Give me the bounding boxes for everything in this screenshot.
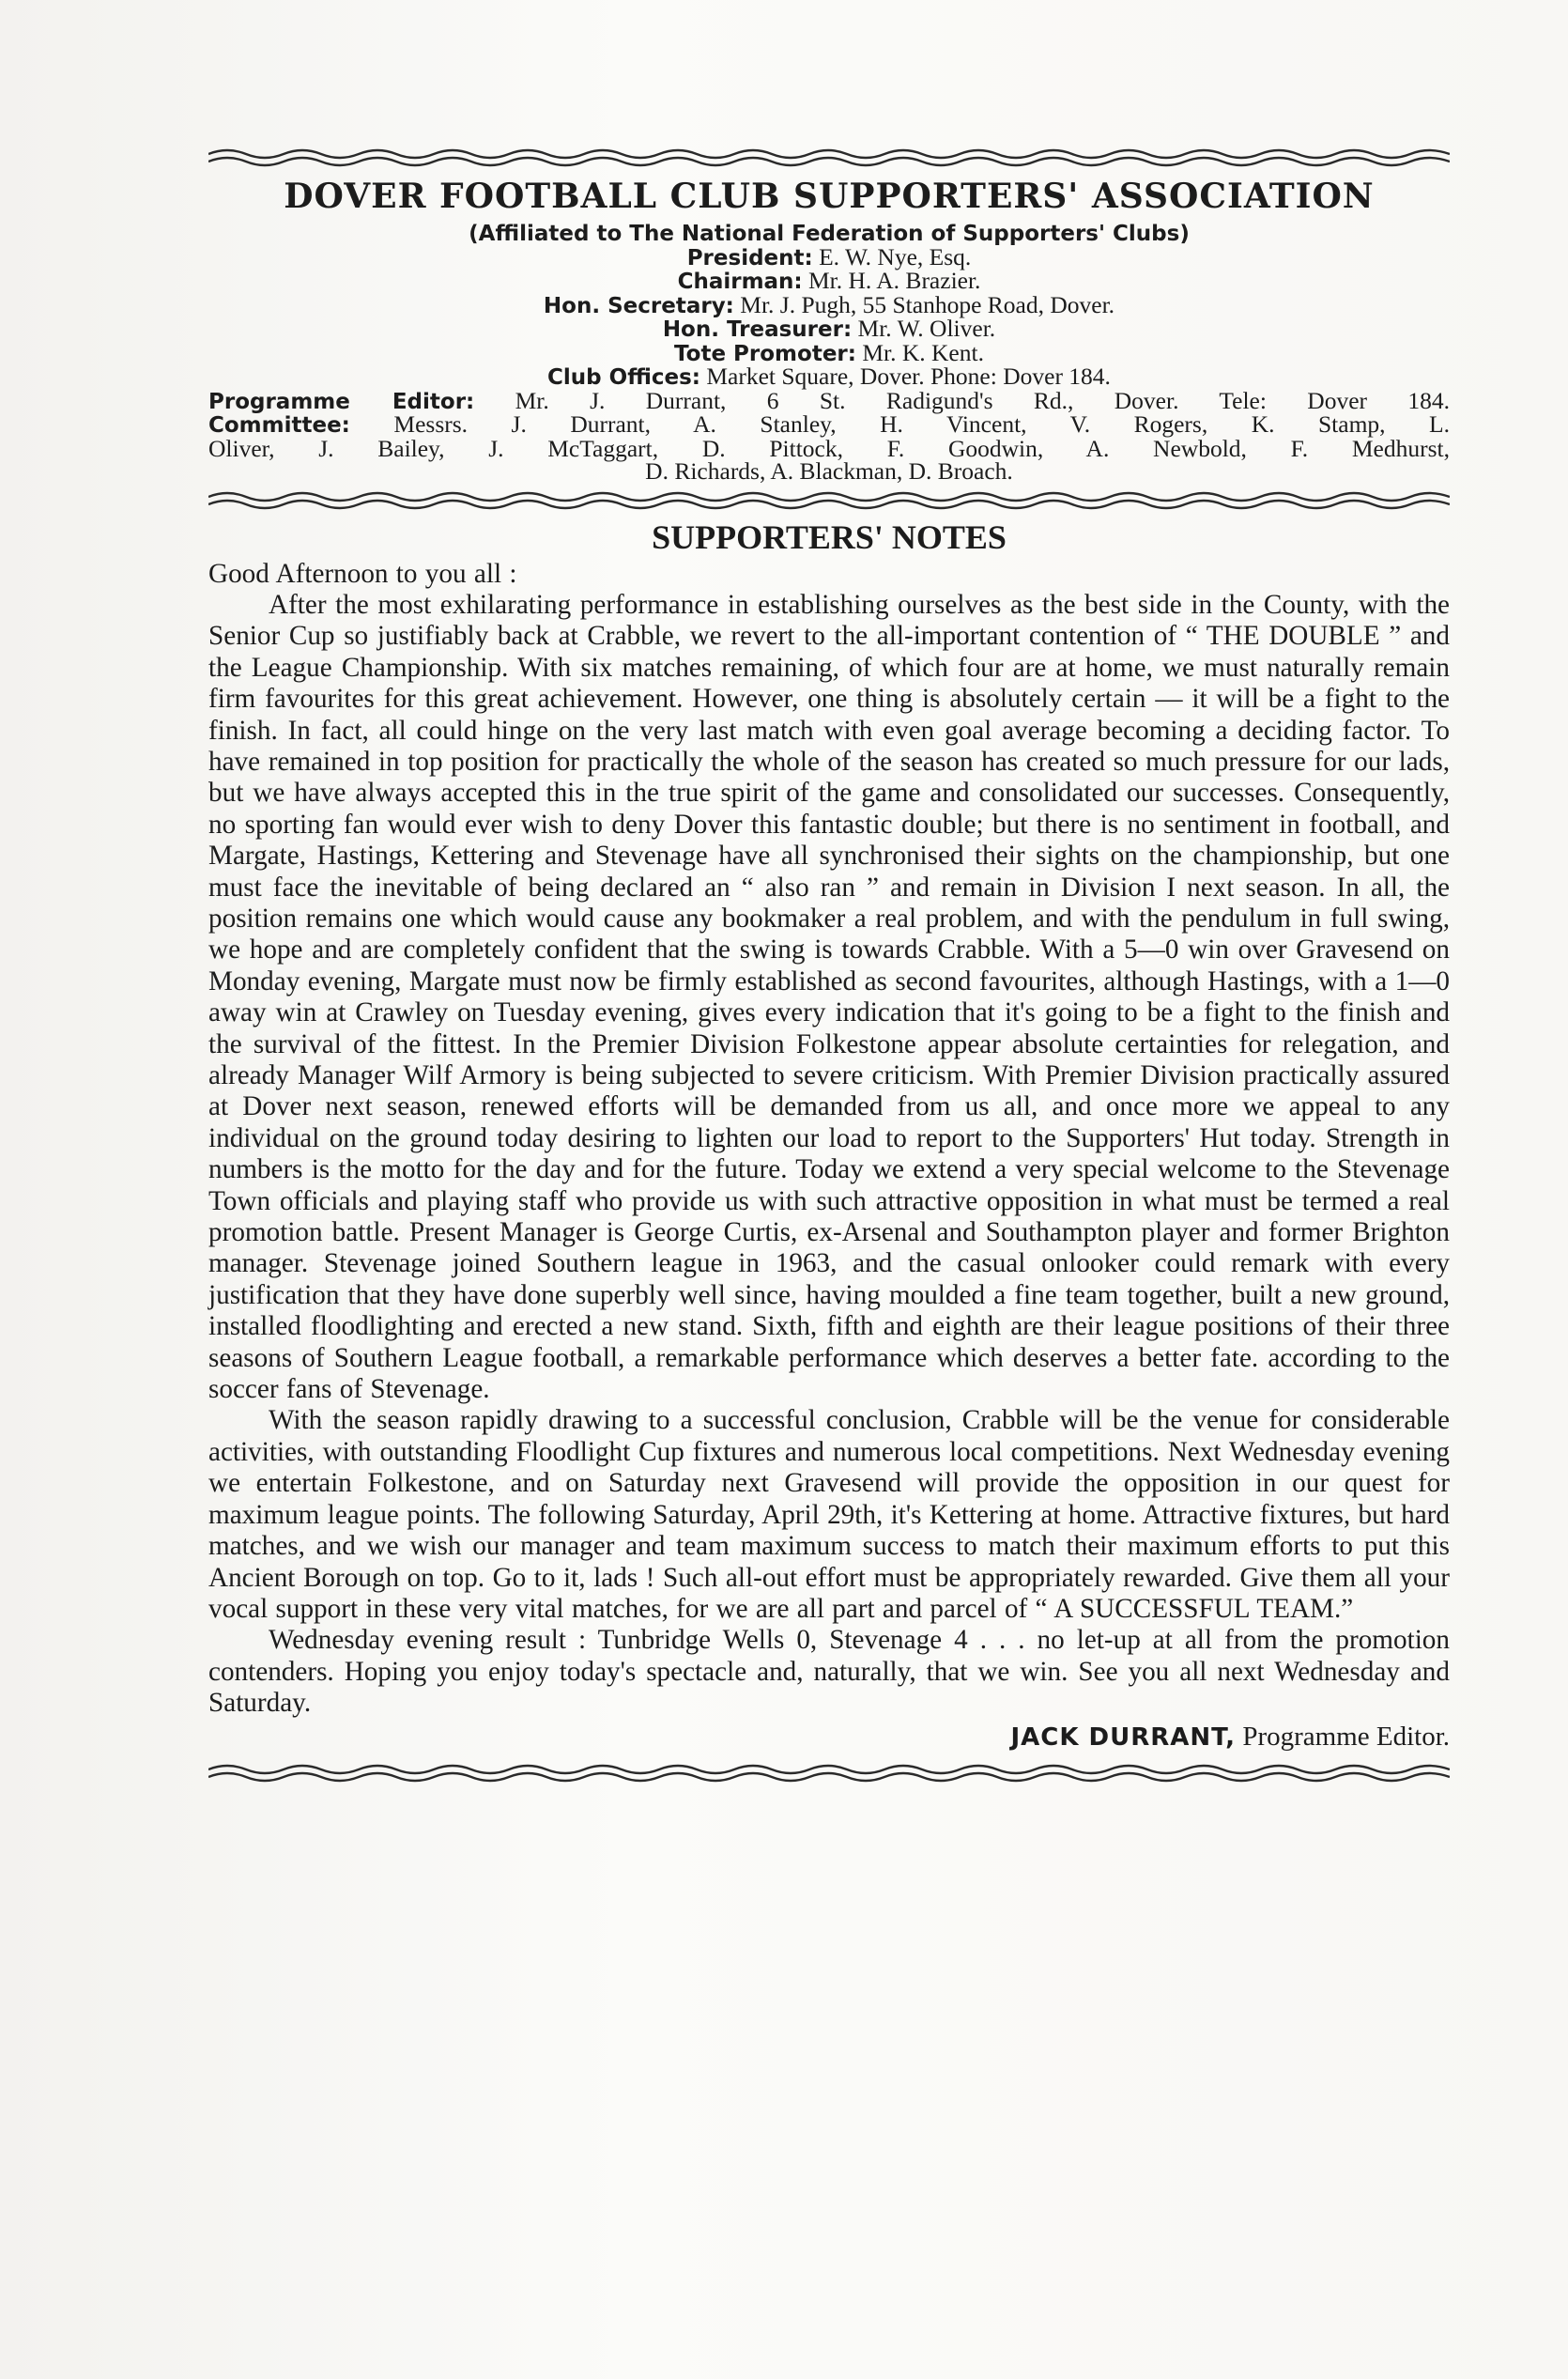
offices-value: Market Square, Dover. Phone: Dover 184. [706,363,1111,390]
secretary-label: Hon. Secretary: [543,293,734,318]
notes-paragraph-2: With the season rapidly drawing to a successful conclusion, Crabble will be the venue for considerable activities, with outstanding Floodlight Cup fixtures and numerous local competitions. Next Wednesday evening we entertain Folkestone, and on Saturday next Gravesend will provide the opposition in our quest for maximum league points. The following Saturday, April 29th, it's Kettering at home. Attractive fixtures, but hard matches, and we wish our manager and team maximum success to match their maximum efforts to put this Ancient Borough on top. Go to it, lads ! Such all-out effort must be appropriately rewarded. Give them all your vocal support in these very vital matches, for we are all part and parcel of “ A SUCCESSFUL TEAM.” [208,1405,1450,1624]
signature-line [208,1722,1450,1753]
offices-label: Club Offices: [547,365,700,390]
signature-title: Programme Editor. [1242,1721,1450,1752]
supporters-notes-body [208,559,1450,1720]
signature-name: JACK DURRANT, [1010,1722,1237,1752]
wavy-rule-bottom [208,1756,1450,1790]
committee-label: Committee: [208,413,350,438]
secretary-line [208,290,1450,318]
committee-names-1: Messrs. J. Durrant, A. Stanley, H. Vincent, V. Rogers, K. Stamp, L. [393,410,1450,438]
editor-label: Programme Editor: [208,389,475,414]
wavy-rule-middle [208,484,1450,518]
chairman-label: Chairman: [677,270,803,294]
tote-label: Tote Promoter: [674,341,856,366]
editor-value: Mr. J. Durrant, 6 St. Radigund's Rd., Dover. Tele: Dover 184. [515,386,1451,414]
treasurer-line [208,317,1450,342]
president-label: President: [686,245,813,270]
committee-names-3: D. Richards, A. Blackman, D. Broach. [645,457,1013,485]
wavy-rule-top [208,141,1450,175]
greeting-line: Good Afternoon to you all : [208,558,517,589]
association-title: DOVER FOOTBALL CLUB SUPPORTERS' ASSOCIATION [284,177,1375,216]
secretary-value: Mr. J. Pugh, 55 Stanhope Road, Dover. [740,290,1115,318]
treasurer-label: Hon. Treasurer: [662,317,853,342]
president-value: E. W. Nye, Esq. [819,242,972,270]
chairman-value: Mr. H. A. Brazier. [808,267,981,294]
tote-value: Mr. K. Kent. [862,338,984,366]
committee-names-2: Oliver, J. Bailey, J. McTaggart, D. Pittock, F. Goodwin, A. Newbold, F. Medhurst, [208,434,1450,462]
affiliation-text: (Affiliated to The National Federation of Supporters' Clubs) [469,222,1190,246]
notes-paragraph-3: Wednesday evening result : Tunbridge Wells 0, Stevenage 4 . . . no let-up at all from the promotion contenders. Hoping you enjoy today's spectacle and, naturally, that we win. See you all next Wednesday and Saturday. [208,1625,1450,1719]
treasurer-value: Mr. W. Oliver. [857,315,996,342]
supporters-notes-heading: SUPPORTERS' NOTES [652,518,1007,556]
officers-block [208,222,1450,484]
committee-line-3 [208,457,1450,485]
supporters-page-content [208,141,1450,1790]
notes-paragraph-1: After the most exhilarating performance in establishing ourselves as the best side in the County, with the Senior Cup so justifiably back at Crabble, we revert to the all-important contention of “ THE DOUBLE ” and the League Championship. With six matches remaining, of which four are at home, we must naturally remain firm favourites for this great achievement. However, one thing is absolutely certain — it will be a fight to the finish. In fact, all could hinge on the very last match with even goal average becoming a deciding factor. To have remained in top position for practically the whole of the season has created so much pressure for our lads, but we have always accepted this in the true spirit of the game and consolidated our successes. Consequently, no sporting fan would ever wish to deny Dover this fantastic double; but there is no sentiment in football, and Margate, Hastings, Kettering and Stevenage have all synchronised their sights on the championship, but one must face the inevitable of being declared an “ also ran ” and remain in Division I next season. In all, the position remains one which would cause any bookmaker a real problem, and with the pendulum in full swing, we hope and are completely confident that the swing is towards Crabble. With a 5—0 win over Gravesend on Monday evening, Margate must now be firmly established as second favourites, although Hastings, with a 1—0 away win at Crawley on Tuesday evening, gives every indication that it's going to be a fight to the finish and the survival of the fittest. In the Premier Division Folkestone appear absolute certainties for relegation, and already Manager Wilf Armory is being subjected to severe criticism. With Premier Division practically assured at Dover next season, renewed efforts will be demanded from us all, and once more we appeal to any individual on the ground today desiring to lighten our load to report to the Supporters' Hut today. Strength in numbers is the motto for the day and for the future. Today we extend a very special welcome to the Stevenage Town officials and playing staff who provide us with such attractive opposition in what must be termed a real promotion battle. Present Manager is George Curtis, ex-Arsenal and Southampton player and former Brighton manager. Stevenage joined Southern league in 1963, and the casual onlooker could remark with every justification that they have done superbly well since, having moulded a fine team together, built a new ground, installed floodlighting and erected a new stand. Sixth, fifth and eighth are their league positions of their three seasons of Southern League football, a remarkable performance which deserves a better fate. according to the soccer fans of Stevenage. [208,589,1450,1405]
